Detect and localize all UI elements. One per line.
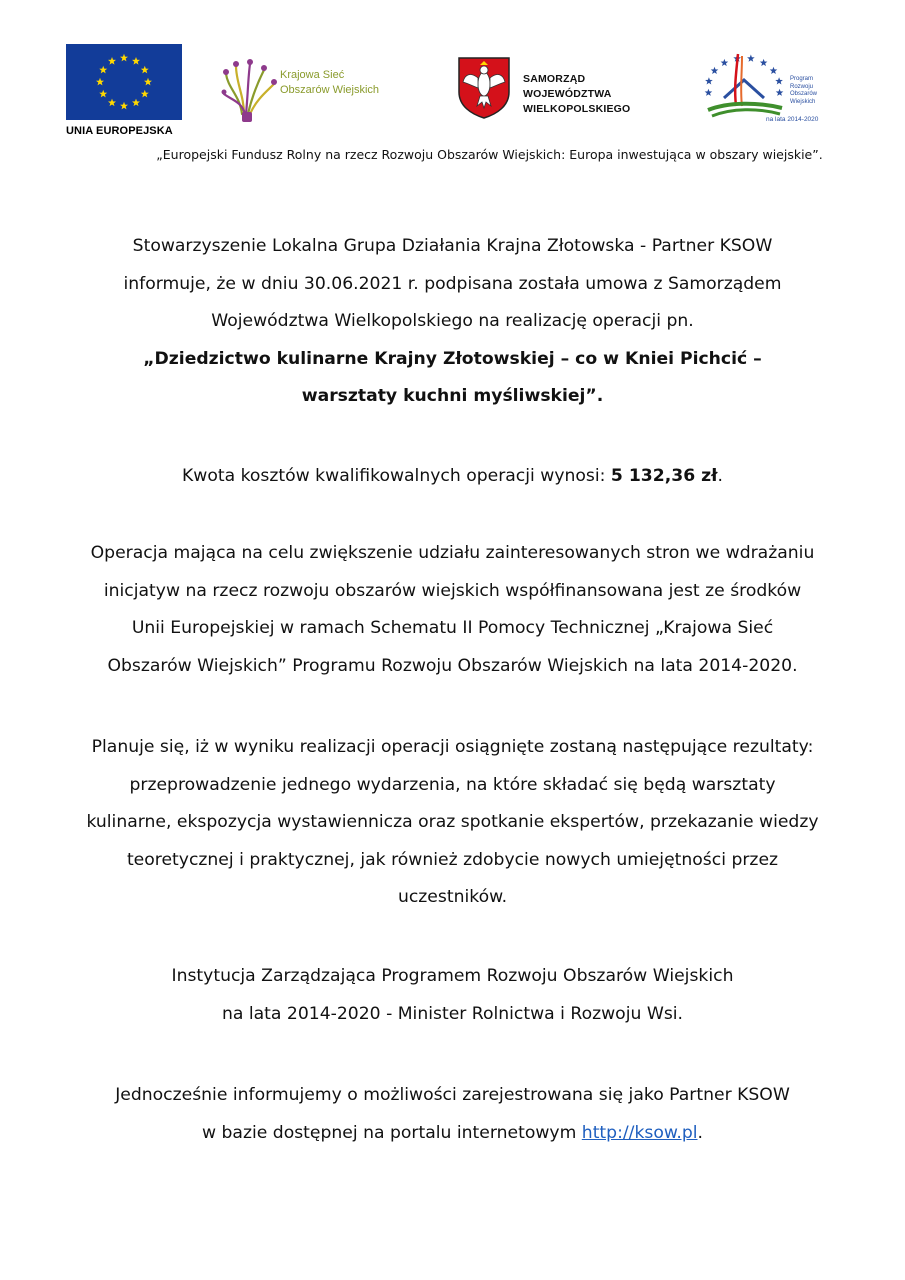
samorzad-logo	[455, 54, 665, 124]
ksow-name	[280, 68, 379, 98]
eu-star-icon	[108, 57, 116, 65]
eu-star-icon	[132, 99, 140, 107]
registration-end: .	[697, 1122, 703, 1143]
registration-paragraph	[40, 1077, 865, 1152]
samorzad-name	[523, 72, 665, 117]
announcement-line: informuje, że w dniu 30.06.2021 r. podpisana została umowa z Samorządem	[123, 273, 782, 294]
ksow-tree-icon	[220, 56, 280, 126]
eu-star-icon	[120, 102, 128, 110]
ksow-portal-link[interactable]: http://ksow.pl	[581, 1122, 698, 1143]
operation-title-line	[40, 378, 865, 416]
prow-years: na lata 2014-2020	[766, 116, 819, 123]
operation-title: warsztaty kuchni myśliwskiej”.	[301, 386, 604, 406]
eu-star-icon	[141, 90, 149, 98]
prow-star-icon	[770, 67, 778, 74]
eu-star-icon	[96, 78, 104, 86]
ksow-name-line2: Obszarów Wiejskich	[280, 84, 380, 96]
eu-logo	[66, 44, 184, 137]
prow-name-line1: Program	[790, 76, 814, 82]
prow-house-stars-icon	[698, 44, 790, 124]
registration-line: Jednocześnie informujemy o możliwości zarejestrowana się jako Partner KSOW	[115, 1085, 790, 1105]
cofinancing-line: Unii Europejskiej w ramach Schematu II Pomocy Technicznej „Krajowa Sieć	[131, 618, 774, 638]
results-line: przeprowadzenie jednego wydarzenia, na które składać się będą warsztaty	[129, 774, 776, 795]
eu-star-icon	[99, 66, 107, 74]
eu-star-icon	[141, 66, 149, 74]
cost-end: .	[717, 466, 723, 486]
cofinancing-line: Operacja mająca na celu zwiększenie udziału zainteresowanych stron we wdrażaniu	[90, 543, 815, 563]
eu-star-icon	[108, 99, 116, 107]
cost-line	[40, 458, 865, 496]
ksow-logo	[220, 56, 400, 126]
registration-line	[40, 1115, 865, 1153]
logo-bar	[0, 40, 905, 140]
results-line: uczestników.	[397, 887, 508, 907]
announcement-line: Województwa Wielkopolskiego na realizację operacji pn.	[211, 311, 694, 331]
eu-caption: UNIA EUROPEJSKA	[66, 125, 173, 137]
eu-star-icon	[99, 90, 107, 98]
prow-star-icon	[711, 67, 719, 74]
cofinancing-paragraph	[40, 535, 865, 685]
managing-authority-line: na lata 2014-2020 - Minister Rolnictwa i Rozwoju Wsi.	[221, 1003, 684, 1024]
eu-star-icon	[132, 57, 140, 65]
results-line: Planuje się, iż w wyniku realizacji operacji osiągnięte zostaną następujące rezultaty:	[91, 737, 814, 757]
cost-amount: 5 132,36 zł	[610, 466, 718, 486]
registration-text: w bazie dostępnej na portalu internetowym	[202, 1122, 582, 1143]
prow-star-icon	[760, 59, 768, 66]
samorzad-name-line1: SAMORZĄD WOJEWÓDZTWA	[523, 73, 612, 100]
managing-authority-line: Instytucja Zarządzająca Programem Rozwoju Obszarów Wiejskich	[171, 966, 734, 986]
eu-flag-icon	[66, 44, 182, 120]
prow-star-icon	[705, 77, 713, 84]
samorzad-name-line2: WIELKOPOLSKIEGO	[523, 103, 631, 115]
results-line: teoretycznej i praktycznej, jak również zdobycie nowych umiejętności przez	[126, 849, 779, 870]
prow-star-icon	[747, 55, 755, 62]
samorzad-eagle-shield-icon	[455, 54, 513, 120]
announcement-paragraph	[40, 228, 865, 416]
prow-name-line3: Obszarów	[790, 91, 818, 98]
prow-star-icon	[705, 89, 713, 96]
prow-name-line4: Wiejskich	[790, 98, 816, 105]
managing-authority-paragraph	[40, 958, 865, 1033]
cost-label: Kwota kosztów kwalifikowalnych operacji wynosi:	[182, 466, 611, 486]
prow-star-icon	[721, 59, 729, 66]
eafrd-motto	[0, 147, 905, 162]
ksow-name-line1: Krajowa Sieć	[280, 69, 345, 81]
eu-star-icon	[144, 78, 152, 86]
prow-name	[790, 76, 817, 106]
operation-title: „Dziedzictwo kulinarne Krajny Złotowskiej – co w Kniei Pichcić –	[143, 348, 762, 369]
prow-star-icon	[775, 77, 783, 84]
cofinancing-line: inicjatyw na rzecz rozwoju obszarów wiejskich współfinansowana jest ze środków	[103, 580, 802, 601]
prow-star-icon	[776, 89, 784, 96]
results-paragraph	[40, 729, 865, 917]
prow-logo	[698, 44, 838, 134]
results-line: kulinarne, ekspozycja wystawiennicza oraz spotkanie ekspertów, przekazanie wiedzy	[86, 812, 819, 832]
announcement-line: Stowarzyszenie Lokalna Grupa Działania Krajna Złotowska - Partner KSOW	[132, 236, 773, 256]
eafrd-motto-text: „Europejski Fundusz Rolny na rzecz Rozwoju Obszarów Wiejskich: Europa inwestująca w obszary wiejskie”.	[156, 147, 823, 162]
cofinancing-line: Obszarów Wiejskich” Programu Rozwoju Obszarów Wiejskich na lata 2014-2020.	[107, 655, 798, 676]
operation-title-line	[40, 341, 865, 379]
cost-paragraph	[40, 458, 865, 496]
eu-star-icon	[120, 54, 128, 62]
prow-name-line2: Rozwoju	[790, 83, 814, 90]
